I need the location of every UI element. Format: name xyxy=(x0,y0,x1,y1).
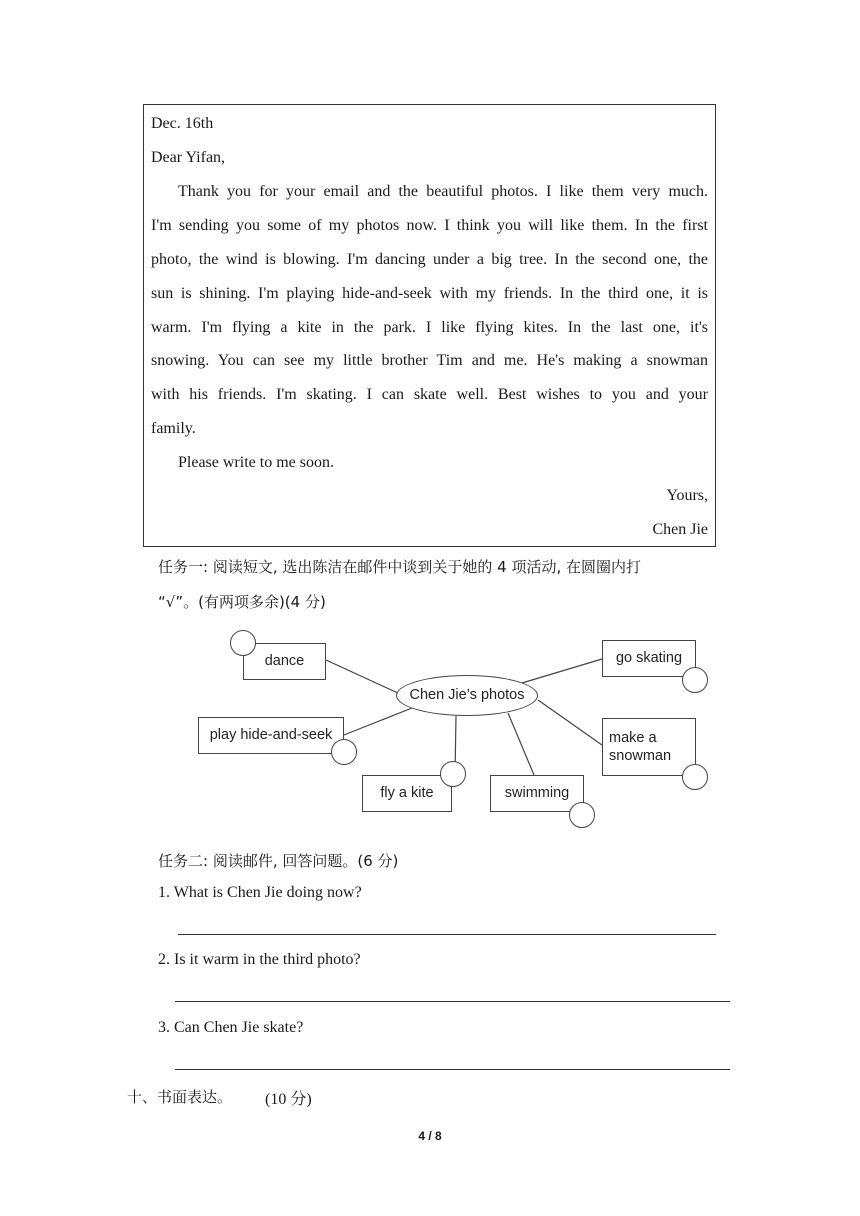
task2-instruction: 任务二: 阅读邮件, 回答问题。(6 分) xyxy=(158,852,399,870)
answer-line-1[interactable] xyxy=(178,934,716,935)
node-dance: dance xyxy=(243,643,326,680)
letter-line: with his friends. I'm skating. I can skate well. Best wishes to you and your xyxy=(151,386,708,403)
letter-greeting: Dear Yifan, xyxy=(151,149,226,166)
node-hide-and-seek: play hide-and-seek xyxy=(198,717,344,754)
question-2: 2. Is it warm in the third photo? xyxy=(158,951,361,968)
letter-line: Thank you for your email and the beautiful photos. I like them very much. xyxy=(178,183,708,200)
check-circle-go-skating[interactable] xyxy=(682,667,708,693)
question-1: 1. What is Chen Jie doing now? xyxy=(158,884,362,901)
task1-instruction-cont: “√”。(有两项多余)(4 分) xyxy=(158,593,326,611)
letter-line: photo, the wind is blowing. I'm dancing under a big tree. In the second one, the xyxy=(151,251,708,268)
task1-instruction: 任务一: 阅读短文, 选出陈洁在邮件中谈到关于她的 4 项活动, 在圆圈内打 xyxy=(158,558,641,576)
node-go-skating: go skating xyxy=(602,640,696,677)
section-10-score: (10 分) xyxy=(265,1091,312,1108)
letter-line: family. xyxy=(151,420,196,437)
check-circle-swimming[interactable] xyxy=(569,802,595,828)
letter-signoff: Yours, xyxy=(666,487,708,504)
letter-line: snowing. You can see my little brother Tim and me. He's making a snowman xyxy=(151,352,708,369)
letter-closing-line: Please write to me soon. xyxy=(178,454,334,471)
section-10-title: 十、书面表达。 xyxy=(127,1088,233,1106)
node-fly-a-kite: fly a kite xyxy=(362,775,452,812)
mind-map-center: Chen Jie’s photos xyxy=(396,675,538,716)
letter-line: I'm sending you some of my photos now. I think you will like them. In the first xyxy=(151,217,708,234)
node-make-a-snowman: make a snowman xyxy=(602,718,696,776)
answer-line-2[interactable] xyxy=(175,1001,730,1002)
check-circle-hide-and-seek[interactable] xyxy=(331,739,357,765)
letter-date: Dec. 16th xyxy=(151,115,214,132)
check-circle-make-a-snowman[interactable] xyxy=(682,764,708,790)
letter-line: sun is shining. I'm playing hide-and-seek with my friends. In the third one, it is xyxy=(151,285,708,302)
check-circle-dance[interactable] xyxy=(230,630,256,656)
letter-line: warm. I'm flying a kite in the park. I like flying kites. In the last one, it's xyxy=(151,319,708,336)
page-number: 4 / 8 xyxy=(418,1129,442,1143)
letter-signature: Chen Jie xyxy=(652,521,708,538)
check-circle-fly-a-kite[interactable] xyxy=(440,761,466,787)
question-3: 3. Can Chen Jie skate? xyxy=(158,1019,304,1036)
answer-line-3[interactable] xyxy=(175,1069,730,1070)
node-swimming: swimming xyxy=(490,775,584,812)
